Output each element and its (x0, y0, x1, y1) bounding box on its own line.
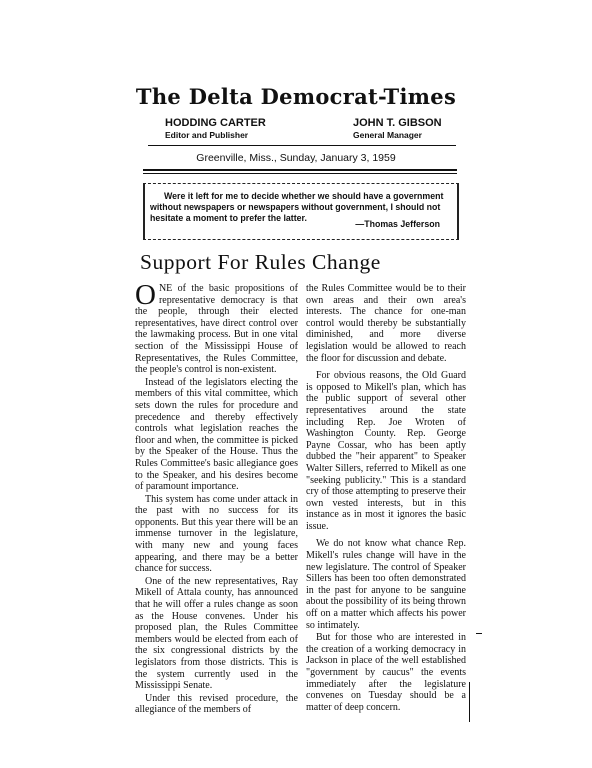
article-paragraph: One of the new representatives, Ray Mikell of Attala county, has announced that he will offer a rules change as soon as the House convenes. Under his proposed plan, the Rules Committee members would be elected from each of the six congressional districts by the legislators from those districts. This is the system currently used in the Mississippi Senate. (135, 575, 298, 692)
headline: Support For Rules Change (140, 250, 381, 274)
masthead: The Delta Democrat-Times (135, 84, 457, 109)
margin-mark (476, 633, 482, 634)
editor-name: HODDING CARTER (165, 117, 266, 129)
article-paragraph: Under this revised procedure, the allegiance of the members of (135, 692, 298, 716)
manager-credit (353, 117, 442, 141)
article-paragraph: But for those who are interested in the creation of a working democracy in Jackson in place of the well established "government by caucus" the events immediately after the legislature convenes on Tuesday should be a matter of deep concern. (306, 632, 466, 713)
editor-title: Editor and Publisher (165, 130, 249, 140)
article-paragraph: the Rules Committee would be to their own areas and their own area's interests. The chance for one-man control would thereby be substantially diminished, and more diverse legislation would be allowed to reach the floor for discussion and debate. (306, 283, 466, 364)
article-paragraph: This system has come under attack in the past with no success for its opponents. But this year there will be an immense turnover in the legislature, with many new and young faces appearing, and there may be a better chance for success. (135, 493, 298, 575)
manager-title: General Manager (353, 130, 422, 140)
article-paragraph: ONE of the basic propositions of representative democracy is that the people, through their elected representatives, have direct control over the lawmaking process. But in one vital section of the Mississippi House of Representatives, the Rules Committee, the people's control is non-existent. (135, 279, 298, 376)
article-paragraph: For obvious reasons, the Old Guard is opposed to Mikell's plan, which has the public support of several other representatives around the state including Rep. Joe Wroten of Washington County. Rep. George Payne Cossar, who has been aptly dubbed the "heir apparent" to Speaker Walter Sillers, referred to Mikell as one "seeking publicity." This is a standard cry of those attempting to preserve their own vested interests, but in this instance as in most it ignores the basic issue. (306, 370, 466, 532)
header-rule-bottom-1 (143, 169, 457, 171)
editor-credit (165, 117, 266, 141)
manager-name: JOHN T. GIBSON (353, 117, 442, 129)
article-column-1 (135, 279, 298, 716)
margin-line (469, 682, 470, 722)
header-rule-top (148, 145, 456, 146)
drop-cap: O (135, 279, 156, 311)
article-column-2 (306, 283, 466, 713)
dateline: Greenville, Miss., Sunday, January 3, 1959 (196, 152, 396, 164)
header-rule-bottom-2 (143, 173, 457, 174)
quote-author: —Thomas Jefferson (355, 219, 440, 229)
quote-body: Were it left for me to decide whether we should have a government without newspapers or newspapers without government, I should not hesitate a moment to prefer the latter. (150, 191, 444, 223)
article-paragraph: We do not know what chance Rep. Mikell's rules change will have in the new legislature. The control of Speaker Sillers has been too often demonstrated in the past for anyone to be sanguine about the possibility of its being thrown off on a matter which affects his power so intimately. (306, 538, 466, 631)
article-paragraph: Instead of the legislators electing the members of this vital committee, which sets down the rules for procedure and precedence and thereby effectively controls what legislation reaches the floor and when, the committee is picked by the Speaker of the House. Thus the Rules Committee's basic allegiance goes to the Speaker, and his desires become of paramount importance. (135, 376, 298, 493)
